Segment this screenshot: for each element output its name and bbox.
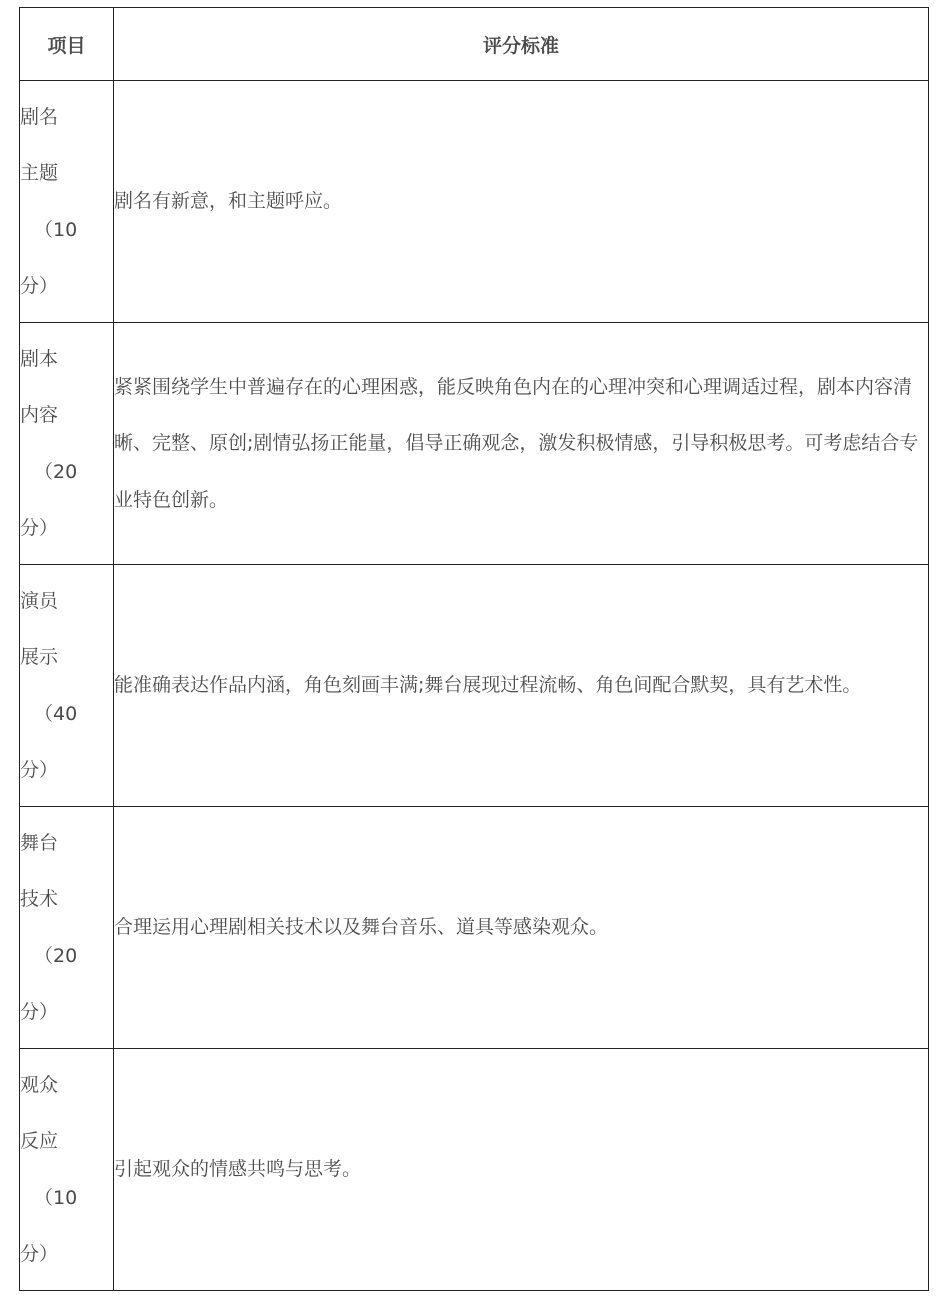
item-score-line2: 分） [20, 1243, 59, 1265]
item-cell [20, 1049, 114, 1291]
table-row [20, 323, 929, 565]
table-row [20, 81, 929, 323]
item-name-line2: 技术 [20, 888, 59, 910]
table-row [20, 807, 929, 1049]
item-cell [20, 323, 114, 565]
item-score-line2: 分） [20, 517, 59, 539]
item-name-line1: 剧名 [20, 105, 59, 128]
table-row [20, 1049, 929, 1291]
header-criteria: 评分标准 [114, 8, 929, 81]
item-score-line1: （20 [34, 460, 78, 483]
item-score-line1: （10 [34, 218, 78, 241]
item-name-line1: 剧本 [20, 347, 59, 370]
item-name-line1: 演员 [20, 589, 59, 612]
item-name-line1: 舞台 [20, 831, 59, 854]
table-row [20, 565, 929, 807]
criteria-cell: 能准确表达作品内涵，角色刻画丰满;舞台展现过程流畅、角色间配合默契，具有艺术性。 [114, 565, 929, 807]
item-name-line2: 主题 [20, 162, 59, 184]
item-score-line1: （10 [34, 1186, 78, 1209]
item-name-line1: 观众 [20, 1073, 59, 1096]
criteria-cell: 合理运用心理剧相关技术以及舞台音乐、道具等感染观众。 [114, 807, 929, 1049]
item-score-line2: 分） [20, 1001, 59, 1023]
item-score-line1: （40 [34, 702, 78, 725]
criteria-cell: 引起观众的情感共鸣与思考。 [114, 1049, 929, 1291]
table-header-row [20, 8, 929, 81]
criteria-cell: 紧紧围绕学生中普遍存在的心理困惑，能反映角色内在的心理冲突和心理调适过程，剧本内容清晰、完整、原创;剧情弘扬正能量，倡导正确观念，激发积极情感，引导积极思考。可考虑结合专业特色创新。 [114, 323, 929, 565]
item-cell [20, 81, 114, 323]
item-score-line2: 分） [20, 275, 59, 297]
item-name-line2: 展示 [20, 646, 59, 668]
item-score-line1: （20 [34, 944, 78, 967]
item-cell [20, 565, 114, 807]
scoring-criteria-table [19, 7, 929, 1291]
criteria-cell: 剧名有新意，和主题呼应。 [114, 81, 929, 323]
header-item: 项目 [20, 8, 114, 81]
item-name-line2: 内容 [20, 404, 59, 426]
item-score-line2: 分） [20, 759, 59, 781]
item-cell [20, 807, 114, 1049]
item-name-line2: 反应 [20, 1130, 59, 1152]
